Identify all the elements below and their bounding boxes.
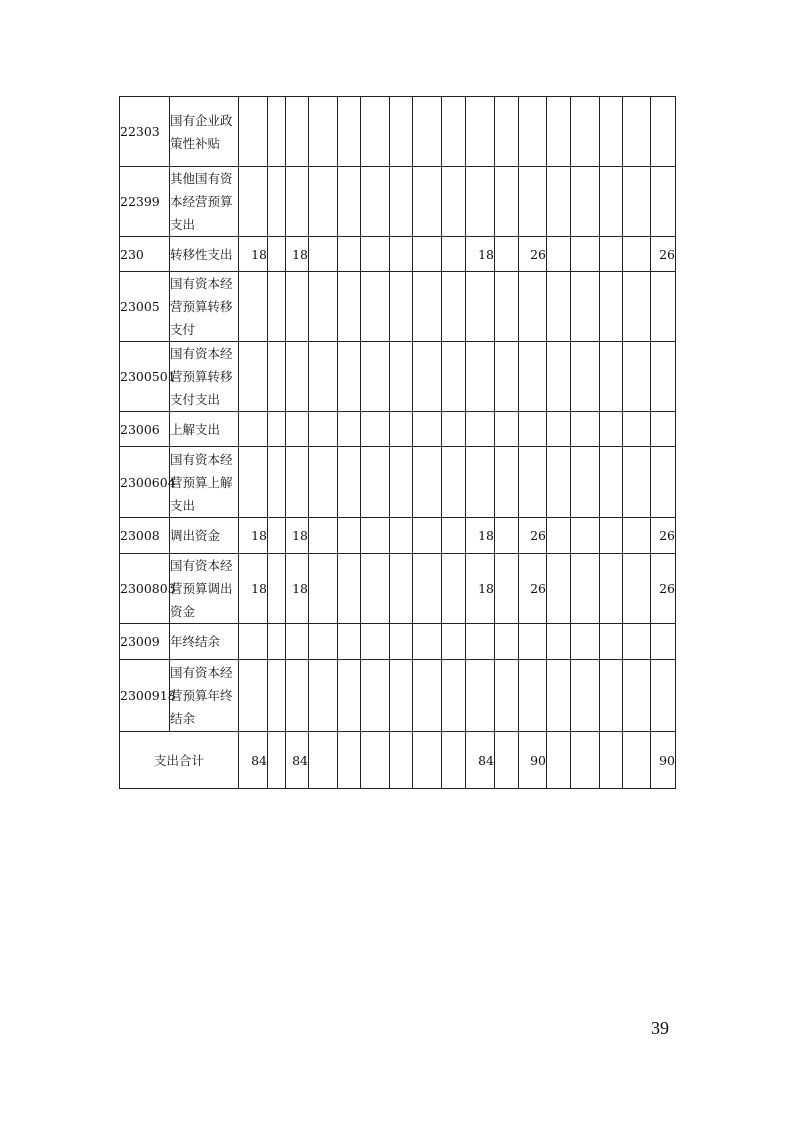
table-row [120,237,676,272]
total-amount-cell [442,732,466,789]
amount-cell [623,518,651,554]
amount-cell [338,660,361,732]
amount-cell [442,447,466,518]
amount-cell [361,237,390,272]
total-row [120,732,676,789]
amount-cell: 18 [466,237,495,272]
amount-cell [442,412,466,447]
amount-cell [466,624,495,660]
table-row [120,518,676,554]
amount-cell [361,447,390,518]
amount-cell [309,167,338,237]
total-amount-cell: 90 [519,732,547,789]
subject-name-cell: 国有资本经营预算年终结余 [170,660,239,732]
amount-cell [623,447,651,518]
amount-cell [547,272,571,342]
amount-cell [309,624,338,660]
amount-cell [413,167,442,237]
amount-cell [519,660,547,732]
amount-cell [361,272,390,342]
amount-cell [239,97,268,167]
total-amount-cell [390,732,413,789]
amount-cell [571,412,600,447]
amount-cell: 18 [466,554,495,624]
amount-cell [390,624,413,660]
subject-name-cell: 调出资金 [170,518,239,554]
table-row [120,97,676,167]
amount-cell: 26 [651,554,676,624]
amount-cell: 18 [239,237,268,272]
amount-cell [571,97,600,167]
amount-cell [268,554,286,624]
table-row [120,554,676,624]
amount-cell [390,237,413,272]
amount-cell [268,624,286,660]
amount-cell [495,518,519,554]
amount-cell [413,554,442,624]
total-amount-cell [600,732,623,789]
amount-cell [239,624,268,660]
amount-cell [571,660,600,732]
amount-cell [623,167,651,237]
subject-name-cell: 国有资本经营预算调出资金 [170,554,239,624]
total-amount-cell [338,732,361,789]
amount-cell [413,272,442,342]
subject-name-cell: 转移性支出 [170,237,239,272]
amount-cell [442,167,466,237]
amount-cell [623,272,651,342]
amount-cell [442,237,466,272]
amount-cell [268,447,286,518]
total-label-cell: 支出合计 [120,732,239,789]
amount-cell [600,272,623,342]
amount-cell [442,624,466,660]
amount-cell [466,97,495,167]
amount-cell [466,660,495,732]
subject-name-cell: 国有企业政策性补贴 [170,97,239,167]
subject-name-cell: 年终结余 [170,624,239,660]
amount-cell [623,554,651,624]
amount-cell [239,342,268,412]
total-amount-cell: 90 [651,732,676,789]
amount-cell [623,660,651,732]
amount-cell [239,447,268,518]
amount-cell [547,237,571,272]
amount-cell [286,412,309,447]
table-row [120,412,676,447]
amount-cell [239,272,268,342]
amount-cell [268,272,286,342]
amount-cell [623,624,651,660]
amount-cell [547,447,571,518]
amount-cell: 18 [286,554,309,624]
amount-cell [413,97,442,167]
amount-cell [571,624,600,660]
amount-cell [651,624,676,660]
subject-code-cell: 23008 [120,518,170,554]
amount-cell [338,518,361,554]
amount-cell [268,412,286,447]
amount-cell [268,237,286,272]
amount-cell [571,342,600,412]
amount-cell [338,97,361,167]
amount-cell [495,167,519,237]
amount-cell [268,518,286,554]
total-amount-cell: 84 [466,732,495,789]
amount-cell [519,167,547,237]
amount-cell [361,412,390,447]
amount-cell [361,518,390,554]
amount-cell: 26 [519,237,547,272]
amount-cell [495,447,519,518]
amount-cell [600,237,623,272]
subject-code-cell: 230 [120,237,170,272]
amount-cell [390,342,413,412]
amount-cell [338,412,361,447]
amount-cell: 18 [239,554,268,624]
amount-cell: 18 [239,518,268,554]
amount-cell [547,624,571,660]
amount-cell [309,97,338,167]
amount-cell [623,342,651,412]
amount-cell [600,412,623,447]
amount-cell [390,97,413,167]
amount-cell [651,97,676,167]
subject-name-cell: 上解支出 [170,412,239,447]
amount-cell [519,447,547,518]
amount-cell [547,342,571,412]
amount-cell: 26 [651,518,676,554]
subject-code-cell: 22399 [120,167,170,237]
subject-name-cell: 国有资本经营预算转移支付支出 [170,342,239,412]
total-amount-cell [268,732,286,789]
amount-cell [600,167,623,237]
amount-cell [413,660,442,732]
amount-cell [495,412,519,447]
amount-cell [286,97,309,167]
amount-cell [571,272,600,342]
amount-cell [390,660,413,732]
amount-cell [547,412,571,447]
amount-cell [390,447,413,518]
subject-code-cell: 2300604 [120,447,170,518]
amount-cell [361,554,390,624]
total-amount-cell [495,732,519,789]
amount-cell [309,447,338,518]
amount-cell [309,660,338,732]
subject-code-cell: 23006 [120,412,170,447]
amount-cell [623,237,651,272]
amount-cell [651,412,676,447]
amount-cell [547,167,571,237]
amount-cell [651,272,676,342]
table-row [120,167,676,237]
amount-cell [547,554,571,624]
amount-cell [361,342,390,412]
amount-cell: 18 [286,518,309,554]
amount-cell: 26 [519,518,547,554]
amount-cell [338,237,361,272]
amount-cell [600,554,623,624]
total-amount-cell [623,732,651,789]
amount-cell [309,237,338,272]
amount-cell [519,342,547,412]
amount-cell [495,660,519,732]
table-row [120,447,676,518]
amount-cell [571,518,600,554]
subject-code-cell: 23005 [120,272,170,342]
table-row [120,624,676,660]
amount-cell [309,518,338,554]
amount-cell [413,447,442,518]
amount-cell [442,272,466,342]
amount-cell [600,447,623,518]
amount-cell [571,237,600,272]
amount-cell [547,518,571,554]
total-amount-cell [571,732,600,789]
amount-cell [338,624,361,660]
budget-expenditure-table [119,96,676,789]
amount-cell [361,660,390,732]
amount-cell [600,624,623,660]
amount-cell [442,660,466,732]
subject-name-cell: 国有资本经营预算转移支付 [170,272,239,342]
amount-cell [390,518,413,554]
amount-cell [390,167,413,237]
amount-cell [239,167,268,237]
amount-cell [309,342,338,412]
amount-cell [286,167,309,237]
total-amount-cell: 84 [286,732,309,789]
amount-cell [338,167,361,237]
amount-cell [547,660,571,732]
amount-cell [495,272,519,342]
amount-cell [338,554,361,624]
amount-cell [390,554,413,624]
table-row [120,660,676,732]
amount-cell [495,624,519,660]
subject-code-cell: 23009 [120,624,170,660]
amount-cell [466,412,495,447]
amount-cell [519,624,547,660]
table-row [120,342,676,412]
amount-cell [466,342,495,412]
total-amount-cell [413,732,442,789]
amount-cell [390,412,413,447]
amount-cell [268,660,286,732]
amount-cell [286,342,309,412]
total-amount-cell: 84 [239,732,268,789]
amount-cell [600,518,623,554]
amount-cell [286,272,309,342]
amount-cell [519,412,547,447]
amount-cell: 18 [466,518,495,554]
amount-cell [651,660,676,732]
amount-cell [239,412,268,447]
amount-cell: 26 [519,554,547,624]
amount-cell [268,97,286,167]
amount-cell [309,272,338,342]
amount-cell [651,167,676,237]
amount-cell [571,447,600,518]
subject-name-cell: 其他国有资本经营预算支出 [170,167,239,237]
amount-cell [413,342,442,412]
amount-cell [442,518,466,554]
amount-cell [600,660,623,732]
amount-cell [390,272,413,342]
amount-cell [442,342,466,412]
amount-cell [495,554,519,624]
amount-cell [600,97,623,167]
amount-cell [268,167,286,237]
amount-cell [495,237,519,272]
amount-cell [361,167,390,237]
amount-cell [466,167,495,237]
amount-cell [571,167,600,237]
amount-cell [495,97,519,167]
amount-cell [413,237,442,272]
subject-code-cell: 2300803 [120,554,170,624]
table-row [120,272,676,342]
amount-cell [338,447,361,518]
amount-cell [286,660,309,732]
amount-cell [309,554,338,624]
amount-cell [268,342,286,412]
amount-cell [623,412,651,447]
amount-cell [651,342,676,412]
amount-cell [338,342,361,412]
amount-cell [239,660,268,732]
subject-code-cell: 22303 [120,97,170,167]
amount-cell [519,272,547,342]
total-amount-cell [547,732,571,789]
amount-cell [413,518,442,554]
amount-cell [466,272,495,342]
amount-cell [571,554,600,624]
amount-cell [286,447,309,518]
amount-cell [495,342,519,412]
amount-cell [651,447,676,518]
amount-cell: 26 [651,237,676,272]
amount-cell [286,624,309,660]
amount-cell [361,624,390,660]
amount-cell [519,97,547,167]
total-amount-cell [361,732,390,789]
amount-cell [309,412,338,447]
amount-cell [413,412,442,447]
amount-cell [600,342,623,412]
amount-cell [623,97,651,167]
subject-code-cell: 2300918 [120,660,170,732]
amount-cell [547,97,571,167]
subject-name-cell: 国有资本经营预算上解支出 [170,447,239,518]
subject-code-cell: 2300501 [120,342,170,412]
page-number: 39 [651,1018,669,1038]
total-amount-cell [309,732,338,789]
amount-cell [466,447,495,518]
amount-cell [338,272,361,342]
amount-cell [442,97,466,167]
amount-cell [442,554,466,624]
amount-cell [361,97,390,167]
amount-cell [413,624,442,660]
amount-cell: 18 [286,237,309,272]
